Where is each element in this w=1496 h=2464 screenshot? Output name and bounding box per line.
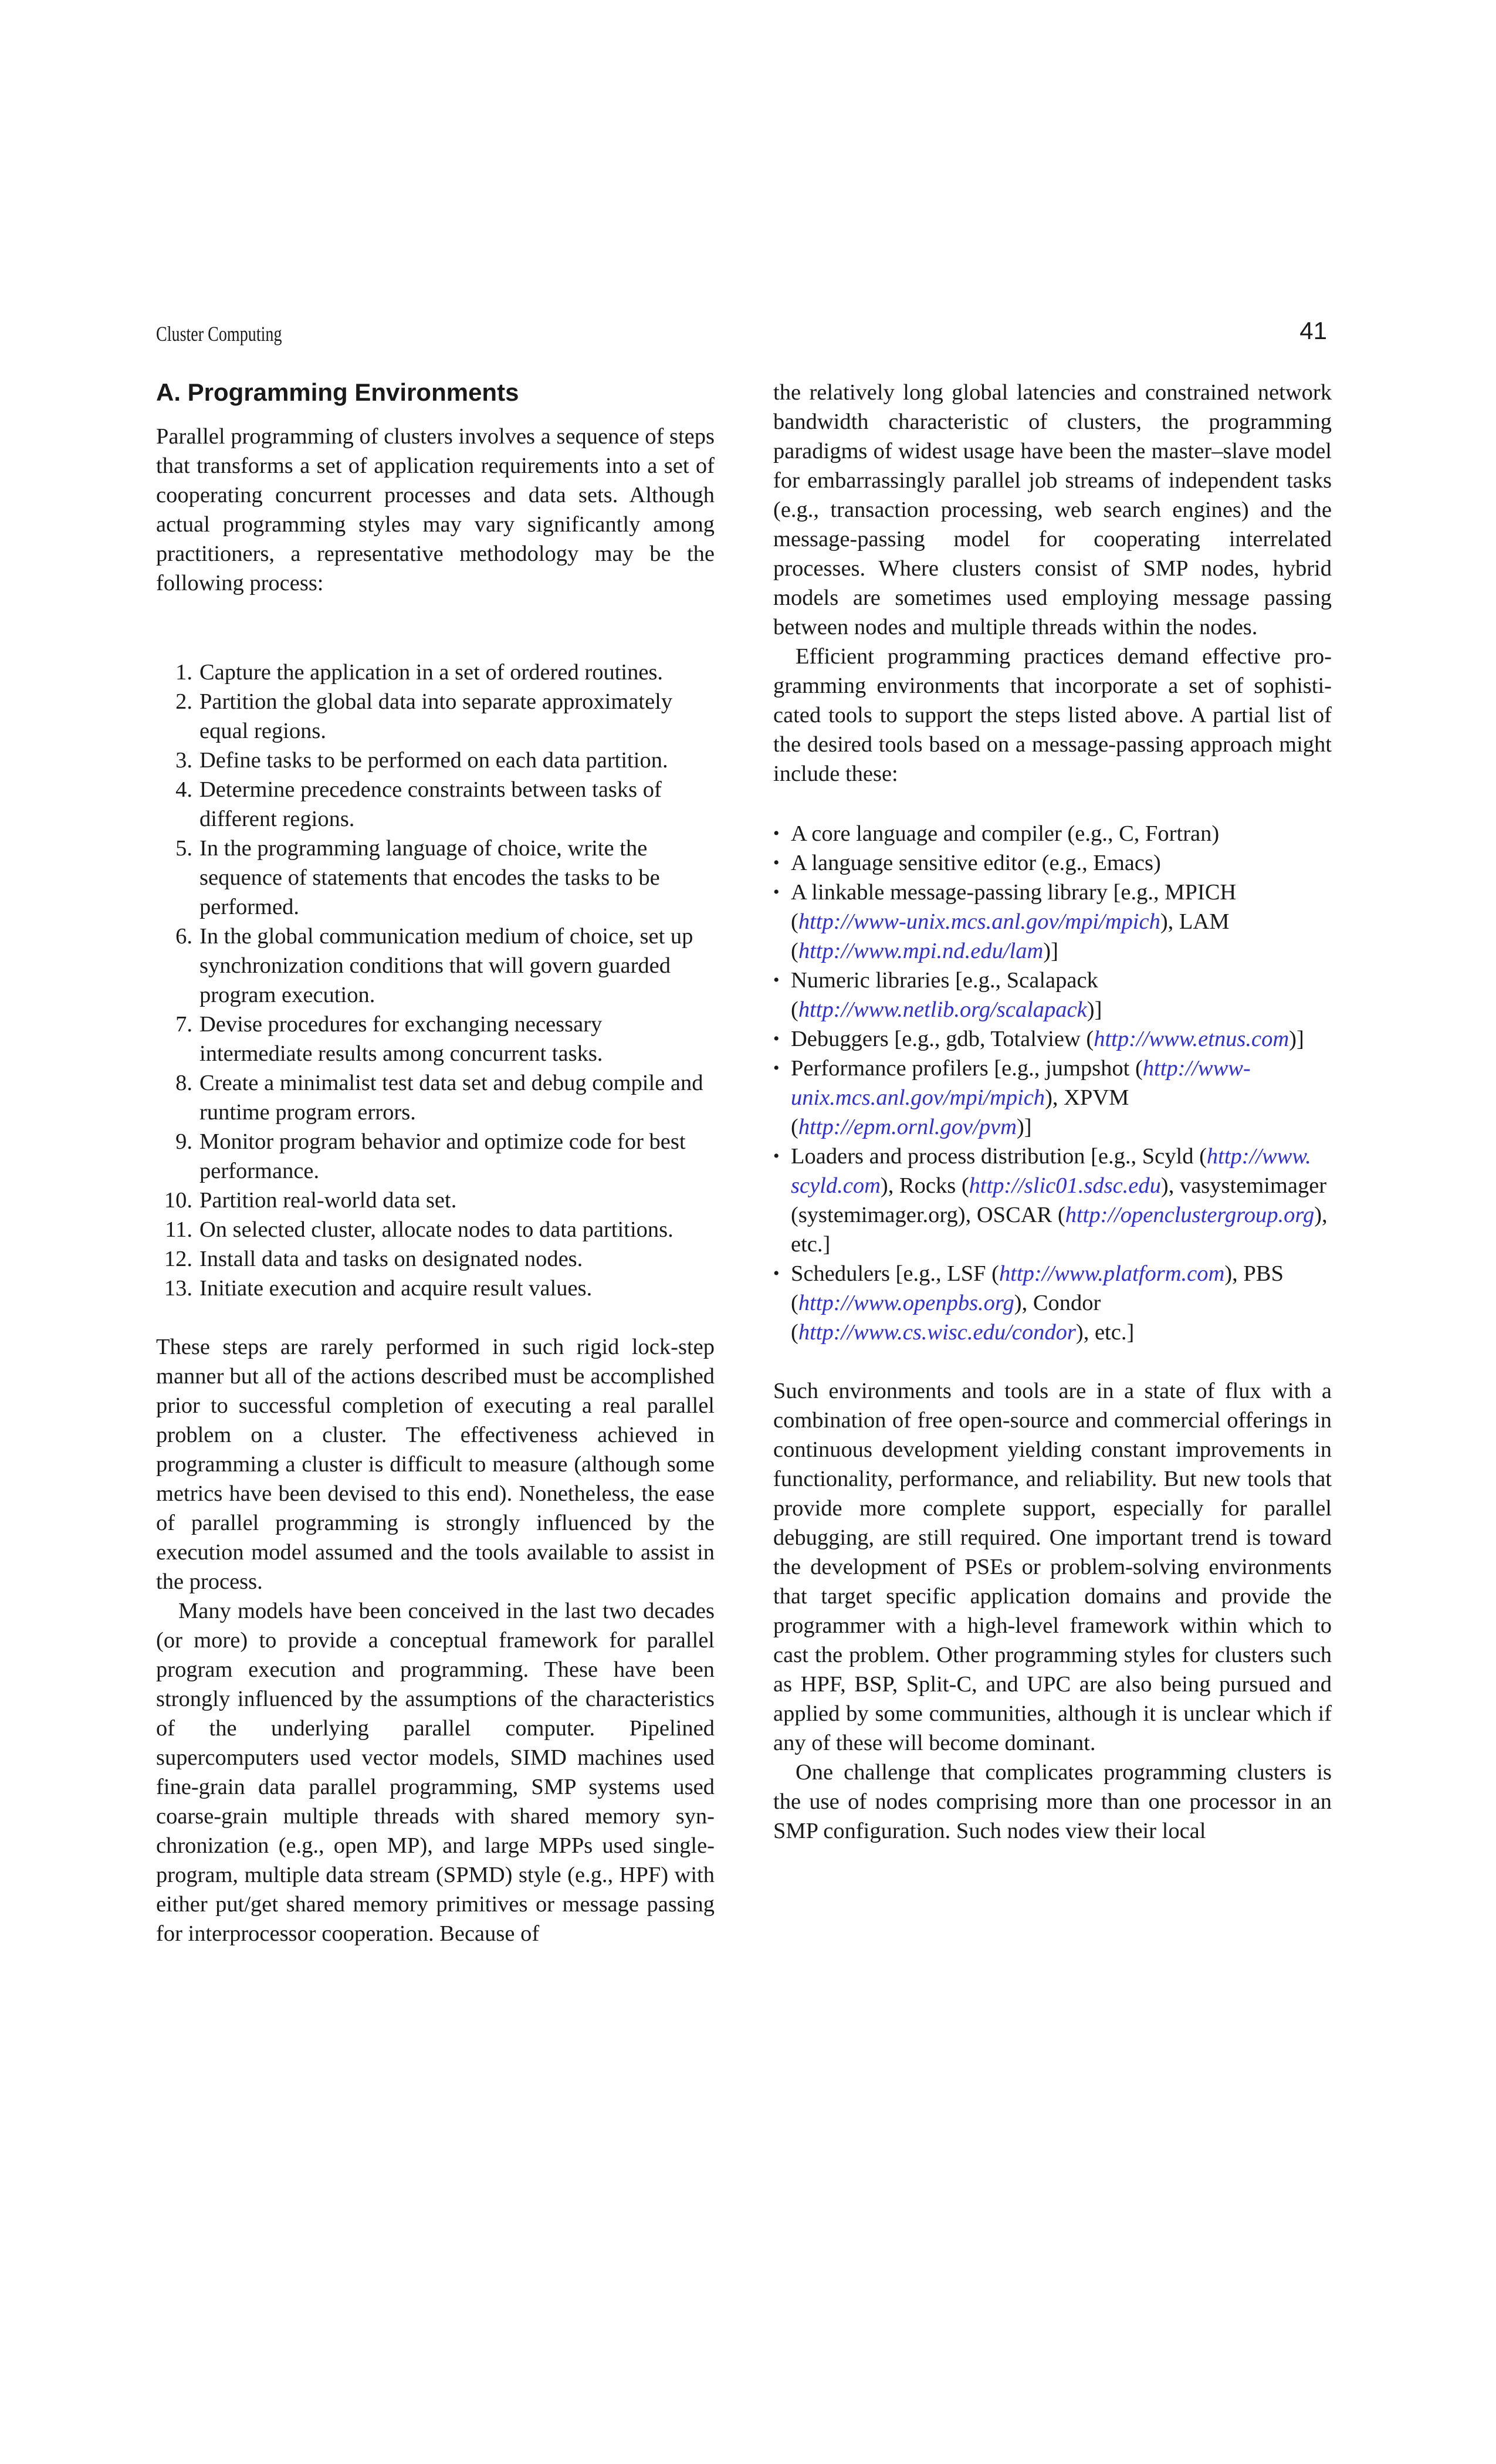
running-title: Cluster Computing (156, 322, 282, 346)
tool-text-fragment: ), vasystemimager (systemimager.org), OSCAR ( (791, 1173, 1327, 1227)
tool-text-fragment: )] (1016, 1115, 1032, 1139)
tool-loaders (791, 1142, 1332, 1259)
step-text: On selected cluster, allocate nodes to data partitions. (199, 1217, 673, 1242)
step-text: Partition the global data into separate approximately equal regions. (199, 689, 673, 743)
left-column (156, 378, 715, 1948)
steps-discussion-paragraph: These steps are rarely performed in such rigid lock-step manner but all of the actions described must be accomplished prior to successful completion of executing a real parallel problem on a cluster. The effectiveness achieved in programming a cluster is difficult to measure (although some metrics have been devised to this end). Nonetheless, the ease of parallel programming is strongly influenced by the execution model assumed and the tools available to assist in the process. (156, 1335, 715, 1594)
oscar-link[interactable]: http://openclustergroup.org (1065, 1203, 1315, 1227)
bullet-icon: • (773, 1058, 780, 1078)
tool-editor: A language sensitive editor (e.g., Emacs) (791, 851, 1161, 875)
mpich-link[interactable]: http://www-unix.mcs.anl.gov/mpi/mpich (798, 909, 1160, 934)
tool-text-fragment: ), Condor ( (791, 1291, 1101, 1345)
lam-link[interactable]: http://www.mpi.nd.edu/lam (798, 939, 1044, 963)
step-text: In the programming language of choice, write the sequence of statements that encodes the tasks to be performed. (199, 836, 660, 919)
flux-paragraph: Such environments and tools are in a state of flux with a combination of free open-source and commercial offerings in continuous development yielding constant improvements in functionality, performance, and reliability. But new tools that provide more complete support, especially for parallel debugging, are still required. One important trend is toward the development of PSEs or problem-solving environments that target specific application domains and provide the programmer with a high-level framework within which to cast the problem. Other programming styles for clusters such as HPF, BSP, Split-C, and UPC are also being pursued and applied by some communities, although it is unclear which if any of these will become dominant. (773, 1379, 1332, 1755)
tool-text-fragment: )] (1087, 997, 1102, 1022)
tool-profilers (791, 1054, 1332, 1142)
pbs-link[interactable]: http://www.openpbs.org (798, 1291, 1014, 1315)
step-number: 5. (175, 836, 192, 861)
list-item (156, 1186, 715, 1215)
list-item (773, 1054, 1332, 1142)
step-number: 2. (175, 689, 192, 714)
bullet-icon: • (773, 970, 780, 990)
tool-text-fragment: ), XPVM ( (791, 1085, 1129, 1139)
step-text: Create a minimalist test data set and debug compile and runtime program errors. (199, 1071, 703, 1125)
scalapack-link[interactable]: http://www.netlib.org/scalapack (798, 997, 1087, 1022)
step-text: Devise procedures for exchanging necessary intermediate results among concurrent tasks. (199, 1012, 603, 1066)
scyld-link[interactable]: http://www. scyld.com (791, 1144, 1311, 1198)
list-item (156, 834, 715, 922)
tool-text-fragment: ), etc.] (791, 1203, 1328, 1257)
step-number: 4. (175, 777, 192, 802)
list-item (156, 775, 715, 834)
list-item (156, 1127, 715, 1186)
bullet-icon: • (773, 882, 780, 902)
list-item (156, 1274, 715, 1303)
list-item (156, 746, 715, 775)
tool-schedulers (791, 1259, 1332, 1347)
list-item (773, 819, 1332, 848)
tool-text-fragment: Numeric libraries [e.g., Scalapack ( (791, 968, 1098, 1022)
lsf-link[interactable]: http://www.platform.com (999, 1261, 1225, 1286)
step-text: Monitor program behavior and optimize code for best performance. (199, 1129, 686, 1183)
tool-text-fragment: ), Rocks ( (880, 1173, 969, 1198)
tool-text-fragment: )] (1289, 1027, 1304, 1051)
tool-text-fragment: ), PBS ( (791, 1261, 1284, 1315)
tool-text-fragment: ), etc.] (1075, 1320, 1135, 1345)
list-item (156, 1215, 715, 1244)
step-number: 3. (175, 748, 192, 773)
jumpshot-link[interactable]: http://www-unix.mcs.anl.gov/mpi/mpich (791, 1056, 1251, 1110)
step-text: Partition real-world data set. (199, 1188, 457, 1213)
step-number: 13. (164, 1276, 192, 1301)
step-number: 10. (164, 1188, 192, 1213)
list-item (156, 1010, 715, 1068)
tool-text-fragment: Loaders and process distribution [e.g., Scyld ( (791, 1144, 1207, 1169)
list-item (773, 1142, 1332, 1259)
tool-debuggers (791, 1024, 1332, 1054)
tool-text-fragment: )] (1043, 939, 1058, 963)
right-column (773, 378, 1332, 1846)
bullet-icon: • (773, 1029, 780, 1048)
list-item (156, 1068, 715, 1127)
list-item (156, 687, 715, 746)
step-number: 1. (175, 660, 192, 685)
step-text: Initiate execution and acquire result values. (199, 1276, 593, 1301)
list-item (156, 1244, 715, 1274)
continued-paragraph: the relatively long global latencies and constrained network bandwidth characteristic of clusters, the programming paradigms of widest usage have been the master–slave model for embarrassingly parallel job streams of independent tasks (e.g., transaction processing, web search engines) and the message-passing model for cooperating interrelated processes. Where clusters consist of SMP nodes, hybrid models are sometimes used employing message passing between nodes and multiple threads within the nodes. (773, 380, 1332, 639)
tool-text-fragment: Schedulers [e.g., LSF ( (791, 1261, 999, 1286)
step-text: Define tasks to be performed on each data partition. (199, 748, 668, 773)
list-item (156, 922, 715, 1010)
challenge-paragraph: One challenge that complicates programming clusters is the use of nodes comprising more than one processor in an SMP configuration. Such nodes view their local (773, 1760, 1332, 1843)
list-item (773, 1259, 1332, 1347)
bullet-icon: • (773, 853, 780, 872)
step-text: In the global communication medium of choice, set up synchronization conditions that will govern guarded program execution. (199, 924, 693, 1007)
tool-core-language: A core language and compiler (e.g., C, Fortran) (791, 821, 1220, 846)
step-text: Install data and tasks on designated nodes. (199, 1247, 583, 1271)
bullet-icon: • (773, 1264, 780, 1283)
tool-text-fragment: Debuggers [e.g., gdb, Totalview ( (791, 1027, 1094, 1051)
step-text: Capture the application in a set of ordered routines. (199, 660, 664, 685)
tool-text-fragment: ), LAM ( (791, 909, 1230, 963)
section-heading: A. Programming Environments (156, 378, 519, 406)
etnus-link[interactable]: http://www.etnus.com (1094, 1027, 1289, 1051)
step-number: 6. (175, 924, 192, 949)
rocks-link[interactable]: http://slic01.sdsc.edu (969, 1173, 1161, 1198)
practices-paragraph: Efficient programming practices demand effective programming environments that incorporate a set of sophisticated tools to support the steps listed above. A partial list of the desired tools based on a message-passing approach might include these: (773, 644, 1332, 786)
list-item (773, 1024, 1332, 1054)
step-text: Determine precedence constraints between tasks of different regions. (199, 777, 662, 831)
tools-list (773, 819, 1332, 1347)
tool-text-fragment: A linkable message-passing library [e.g., MPICH ( (791, 880, 1237, 934)
running-head (156, 317, 1332, 351)
bullet-icon: • (773, 1146, 780, 1166)
condor-link[interactable]: http://www.cs.wisc.edu/condor (798, 1320, 1076, 1345)
step-number: 8. (175, 1071, 192, 1095)
models-paragraph: Many models have been conceived in the last two decades (or more) to provide a conceptual framework for parallel program execution and programming. These have been strongly influenced by the assumptions of the characteristics of the underlying parallel computer. Pipelined supercomputers used vector models, SIMD machines used fine-grain data parallel programming, SMP systems used coarse-grain multiple threads with shared memory synchronization (e.g., open MP), and large MPPs used single-program, multiple data stream (SPMD) style (e.g., HPF) with either put/get shared memory primitives or message passing for interprocessor cooperation. Because of (156, 1599, 715, 1946)
step-number: 12. (164, 1247, 192, 1271)
xpvm-link[interactable]: http://epm.ornl.gov/pvm (798, 1115, 1017, 1139)
process-steps-list (156, 658, 715, 1303)
list-item (156, 658, 715, 687)
step-number: 7. (175, 1012, 192, 1037)
list-item (773, 878, 1332, 966)
tool-numeric-libraries (791, 966, 1332, 1024)
intro-paragraph: Parallel programming of clusters involves a sequence of steps that transforms a set of application requirements into a set of cooperating concurrent processes and data sets. Although actual programming styles may vary significantly among practitioners, a representative methodology may be the following process: (156, 424, 715, 595)
step-number: 9. (175, 1129, 192, 1154)
list-item (773, 848, 1332, 878)
page-number: 41 (1299, 317, 1327, 344)
list-item (773, 966, 1332, 1024)
tool-text-fragment: Performance profilers [e.g., jumpshot ( (791, 1056, 1143, 1081)
tool-message-library (791, 878, 1332, 966)
step-number: 11. (165, 1217, 192, 1242)
bullet-icon: • (773, 824, 780, 843)
